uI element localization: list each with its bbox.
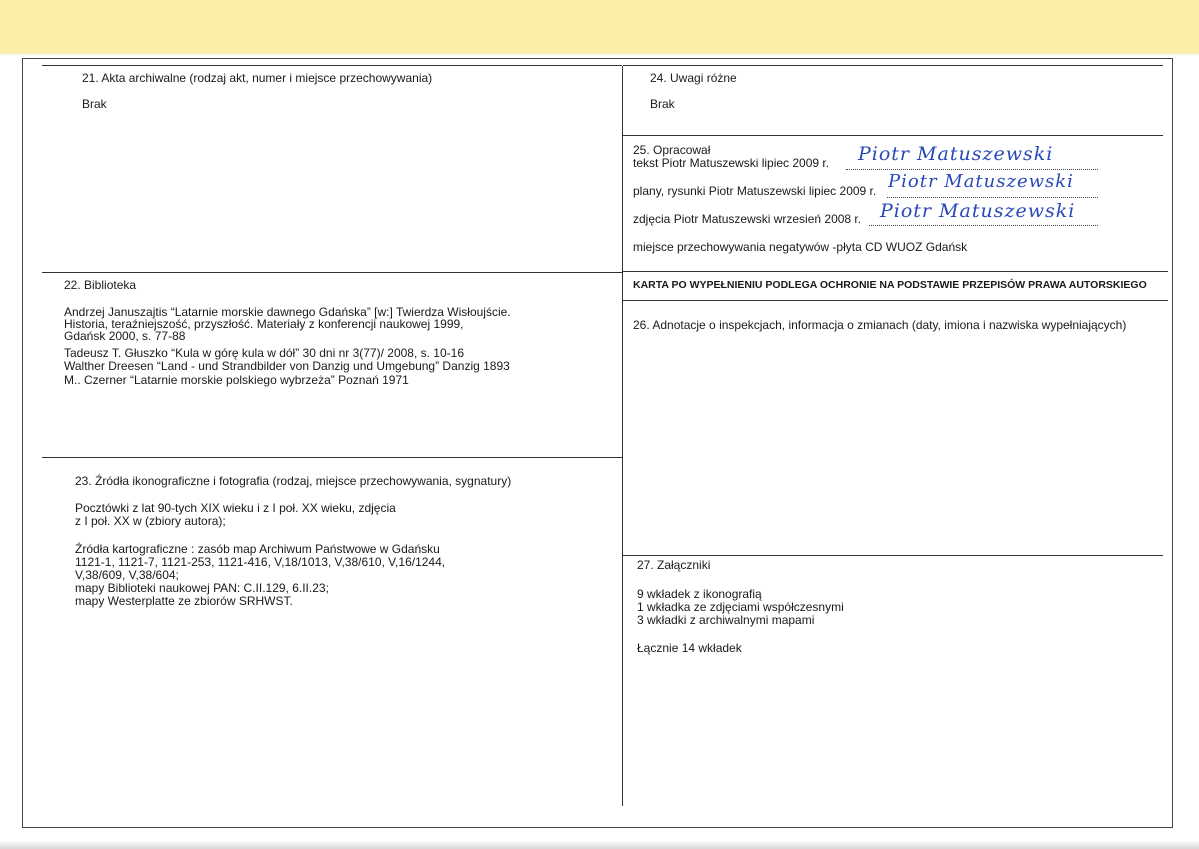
source-line: mapy Biblioteki naukowej PAN: C.II.129, 6.II.23; (75, 581, 329, 595)
rule-26-top (623, 300, 1168, 301)
rule-24-top (623, 65, 1163, 66)
rule-27-top (623, 555, 1163, 556)
source-line: z I poł. XX w (zbiory autora); (75, 514, 226, 528)
attachment-item: 1 wkładka ze zdjęciami współczesnymi (637, 600, 844, 614)
section-22-title: 22. Biblioteka (64, 278, 137, 292)
photos-author-label: zdjęcia Piotr Matuszewski wrzesień 2008 r. (633, 212, 862, 226)
bibliography-line: Tadeusz T. Głuszko “Kula w górę kula w dół” 30 dni nr 3(77)/ 2008, s. 10-16 (64, 346, 464, 360)
bibliography-line: M.. Czerner “Latarnie morskie polskiego wybrzeża” Poznań 1971 (64, 373, 409, 387)
attachment-item: 3 wkładki z archiwalnymi mapami (637, 613, 815, 627)
copyright-notice: KARTA PO WYPEŁNIENIU PODLEGA OCHRONIE NA PODSTAWIE PRZEPISÓW PRAWA AUTORSKIEGO (633, 279, 1147, 291)
scan-bottom-edge (0, 840, 1199, 849)
scan-header-band (0, 0, 1199, 52)
source-line: Źródła kartograficzne : zasób map Archiwum Państwowe w Gdańsku (75, 542, 440, 556)
bibliography-line: Historia, teraźniejszość, przyszłość. Materiały z konferencji naukowej 1999, (64, 317, 464, 331)
attachment-item: 9 wkładek z ikonografią (637, 587, 762, 601)
rule-23-top (42, 457, 622, 458)
text-author-signature: Piotr Matuszewski (858, 143, 1054, 165)
section-25-title: 25. Opracował (633, 143, 711, 157)
section-26-title: 26. Adnotacje o inspekcjach, informacja o zmianach (daty, imiona i nazwiska wypełniających) (633, 318, 1127, 332)
plans-author-signature: Piotr Matuszewski (888, 171, 1074, 192)
rule-copyright-top (623, 271, 1168, 272)
attachments-total: Łącznie 14 wkładek (637, 641, 742, 655)
text-author-label: tekst Piotr Matuszewski lipiec 2009 r. (633, 156, 830, 170)
rule-21-top (42, 65, 622, 66)
source-line: Pocztówki z lat 90-tych XIX wieku i z I poł. XX wieku, zdjęcia (75, 501, 396, 515)
section-24-title: 24. Uwagi różne (650, 71, 737, 85)
rule-25-top (623, 135, 1163, 136)
plans-author-label: plany, rysunki Piotr Matuszewski lipiec 2009 r. (633, 184, 877, 198)
column-divider (622, 66, 623, 806)
section-23-title: 23. Źródła ikonograficzne i fotografia (rodzaj, miejsce przechowywania, sygnatury) (75, 474, 512, 488)
section-24-value: Brak (650, 97, 675, 111)
section-21-title: 21. Akta archiwalne (rodzaj akt, numer i miejsce przechowywania) (82, 71, 433, 85)
section-27-title: 27. Załączniki (637, 558, 711, 572)
photos-author-dotted-line (869, 224, 1098, 226)
negatives-location: miejsce przechowywania negatywów -płyta CD WUOZ Gdańsk (633, 240, 968, 254)
bibliography-line: Andrzej Januszajtis “Latarnie morskie dawnego Gdańska” [w:] Twierdza Wisłoujście. (64, 305, 511, 319)
source-line: 1121-1, 1121-7, 1121-253, 1121-416, V,18/1013, V,38/610, V,16/1244, (75, 555, 446, 569)
photos-author-signature: Piotr Matuszewski (880, 200, 1076, 222)
rule-22-top (42, 272, 622, 273)
plans-author-dotted-line (887, 196, 1098, 198)
scan-header-shadow (0, 52, 1199, 56)
text-author-dotted-line (846, 168, 1098, 170)
bibliography-line: Gdańsk 2000, s. 77-88 (64, 329, 186, 343)
source-line: mapy Westerplatte ze zbiorów SRHWST. (75, 594, 293, 608)
section-21-value: Brak (82, 97, 107, 111)
bibliography-line: Walther Dreesen “Land - und Strandbilder von Danzig und Umgebung” Danzig 1893 (64, 359, 510, 373)
source-line: V,38/609, V,38/604; (75, 568, 179, 582)
